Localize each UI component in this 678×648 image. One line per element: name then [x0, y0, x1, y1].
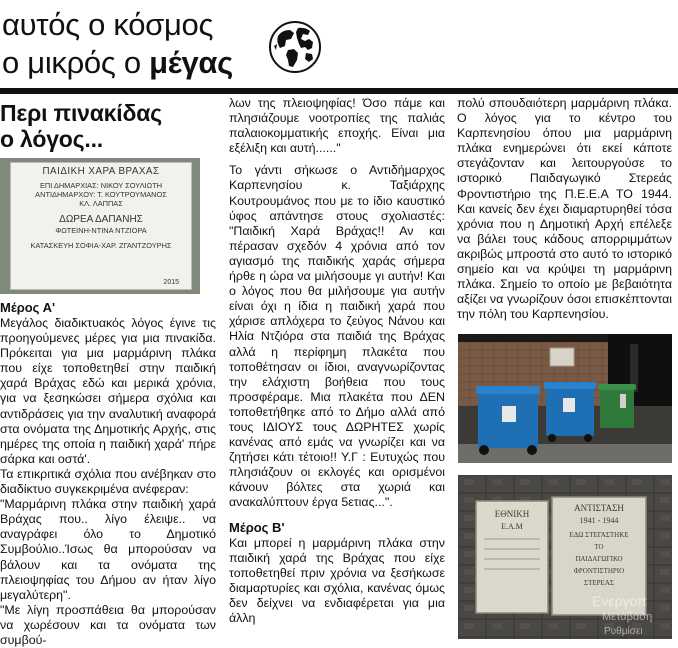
column-title-prefix: ο μικρός ο — [2, 45, 150, 80]
bins-photo — [458, 334, 672, 463]
bins-photo-illustration — [458, 334, 672, 463]
windows-watermark-line3: Ρυθμίσει — [604, 626, 643, 637]
historic-plaque-line4: ΦΡΟΝΤΙΣΤΗΡΙΟ — [573, 567, 625, 575]
historic-plaque-right-title: ΑΝΤΙΣΤΑΣΗ — [574, 503, 624, 513]
article-paragraph: "Με λίγη προσπάθεια θα μπορούσαν να χωρέσουν και τα ονόματα των συμβού- — [0, 602, 216, 647]
historic-plaque-left-title: ΕΘΝΙΚΗ — [494, 509, 530, 519]
section-b-title: Μέρος Β' — [229, 519, 285, 535]
plaque-donation: ΔΩΡΕΑ ΔΑΠΑΝΗΣ — [59, 214, 143, 225]
plaque-photo — [0, 158, 200, 294]
section-a-title: Μέρος Α' — [0, 300, 56, 315]
column-title-bold: μέγας — [149, 45, 233, 80]
article-column-1 — [0, 96, 216, 648]
article-paragraph: Το γάντι σήκωσε ο Αντιδήμαρχος Καρπενησίου κ. Ταξιάρχης Κουτρουμάνος που με το ίδιο καυστικό ύφος απάντησε στους σχολιαστές: "Παιδική Χαρά Βράχας!! Αν και πέρασαν σχεδόν 4 χρόνια από τον αγιασμό της παιδικής χαράς σήμερα ήρθε η ώρα να μιλήσουμε γι αυτήν! Και ο λόγος που θα μιλήσουμε για αυτήν είναι όχι η ίδια η παιδική χαρά που χάρισε απλόχερα το ζεύγος Νάνου και Ηλία Ντζιόρα στα παιδιά της Βράχας αλλά η περίφημη πλακέτα που τοποθέτησαν οι ίδιοι, αναγνωρίζοντας την ελάχιστη βοήθεια που τους προσφέραμε. Μια πλακέτα που ΔΕΝ τοποθετήθηκε από το Δήμο αλλά από τους ΙΔΙΟΥΣ τους ΔΩΡΗΤΕΣ χωρίς κανένας από εμάς να γνωρίζει και να ζητήσει κάτι τέτοιο!! Υ.Γ : Ευτυχώς που πλησιάζουν οι εκλογές και ορισμένοι κάνουν βόλτες στα χωριά και ανακαλύπτουν έργα 5ετιας...". — [229, 163, 445, 510]
article-paragraph: Και μπορεί η μαρμάρινη πλάκα στην παιδική χαρά της Βράχας που είχε τοποθετηθεί πριν χρόνια να ξεσήκωσε διαμαρτυρίες και σχόλια, κανένας όμως δεν δείχνει να ενδιαφέρεται για μια άλλη — [229, 535, 445, 625]
column-title-line1: αυτός ο κόσμος — [2, 7, 214, 42]
windows-watermark-line1: Ενεργοπ — [592, 593, 647, 609]
article-paragraph: πολύ σπουδαιότερη μαρμάρινη πλάκα. Ο λόγος για το κέντρο του Καρπενησίου όπου μια μαρμάρινη πλάκα ενημερώνει ότι εκεί κάποτε στεγάζονταν και λειτουργούσε το ιστορικό Παιδαγωγικό Στερεάς Φροντιστήριο της Π.Ε.Ε.Α ΤΟ 1944. Και κανείς δεν έχει διαμαρτυρηθεί τόσα χρόνια που η Δημοτική Αρχή επέλεξε να βάλει τους κάδους απορριμμάτων ακριβώς μπροστά στο αυτό το ιστορικό σημείο και να κρύψει τη μαρμάρινη πλάκα. Σημείο το οποίο με βεβαιότητα αξίζει να γνωρίζουν όσοι επισκέπτονται την πόλη του Καρπενησίου. — [457, 96, 672, 322]
plaque-donors: ΦΩΤΕΙΝΗ-ΝΤΙΝΑ ΝΤΖΙΟΡΑ — [55, 226, 147, 235]
plaque-title: ΠΑΙΔΙΚΗ ΧΑΡΑ ΒΡΑΧΑΣ — [42, 166, 160, 177]
article-paragraph: Τα επικριτικά σχόλια που ανέβηκαν στο διαδίκτυο συγκεκριμένα ανέφεραν: — [0, 466, 216, 497]
historic-plaque-photo — [458, 475, 672, 639]
column-title-line2 — [2, 46, 233, 80]
plaque-line2: ΑΝΤΙΔΗΜΑΡΧΟΥ: Τ. ΚΟΥΤΡΟΥΜΑΝΟΣ — [35, 190, 167, 199]
plaque-line1: ΕΠΙ ΔΗΜΑΡΧΙΑΣ: ΝΙΚΟΥ ΣΟΥΛΙΩΤΗ — [39, 181, 163, 190]
article-column-3 — [457, 96, 672, 322]
historic-plaque-years: 1941 - 1944 — [579, 516, 619, 525]
article-paragraph: λων της πλειοψηφίας! Όσο πάμε και πλησιάζουμε νοοτροπίες της παλιάς παλαιοκομματικής εποχής. Είναι μια εξέλιξη και αυτή......" — [229, 96, 445, 156]
historic-plaque-left-sub: Ε.Α.Μ — [501, 522, 523, 531]
historic-plaque-line2: ΤΟ — [594, 543, 604, 551]
article-paragraph: "Μαρμάρινη πλάκα στην παιδική χαρά Βράχας που.. λίγο έλειψε.. να αναγράφει όλο το Δημοτικό Συμβούλιο..Ίσως θα μπορούσαν να βάλουν και τα ονόματα της πλειοψηφίας του Δήμου αν ήταν λίγο μεγαλύτερη". — [0, 497, 216, 602]
historic-plaque-line1: ΕΔΩ ΣΤΕΓΑΣΤΗΚΕ — [569, 531, 629, 539]
windows-watermark-line2: Μετάβαση — [602, 611, 653, 623]
header-rule — [0, 88, 678, 94]
globe-icon — [268, 20, 322, 74]
historic-plaque-line3: ΠΑΙΔΑΓΩΓΙΚΟ — [575, 555, 623, 563]
marble-plaque — [10, 162, 192, 290]
page-header — [0, 0, 678, 92]
plaque-year: 2015 — [163, 279, 179, 286]
article-column-2 — [229, 96, 445, 626]
article-headline-line2: ο λόγος... — [0, 126, 103, 152]
plaque-line3: ΚΛ. ΛΑΠΠΑΣ — [79, 199, 123, 208]
article-paragraph: Μεγάλος διαδικτυακός λόγος έγινε τις προηγούμενες μέρες για μια πινακίδα. Πρόκειται για μια μαρμάρινη πλάκα που είχε τοποθετηθεί στην παιδική χαρά Βράχας εδώ και μερικά χρόνια, για να ξεσηκώσει σήμερα σχόλια και αντιδράσεις για την αναλυτική αναφορά στα ονόματα της Δημοτικής Αρχής, στις ημέρες της οποία η παιδική χαρά' πήρε σάρκα και οστά'. — [0, 316, 216, 466]
plaque-construction: ΚΑΤΑΣΚΕΥΗ ΣΟΦΙΑ-ΧΑΡ. ΖΓΑΝΤΖΟΥΡΗΣ — [30, 241, 172, 250]
historic-plaque-line5: ΣΤΕΡΕΑΣ — [584, 579, 614, 587]
article-headline-line1: Περι πινακίδας — [0, 100, 162, 126]
